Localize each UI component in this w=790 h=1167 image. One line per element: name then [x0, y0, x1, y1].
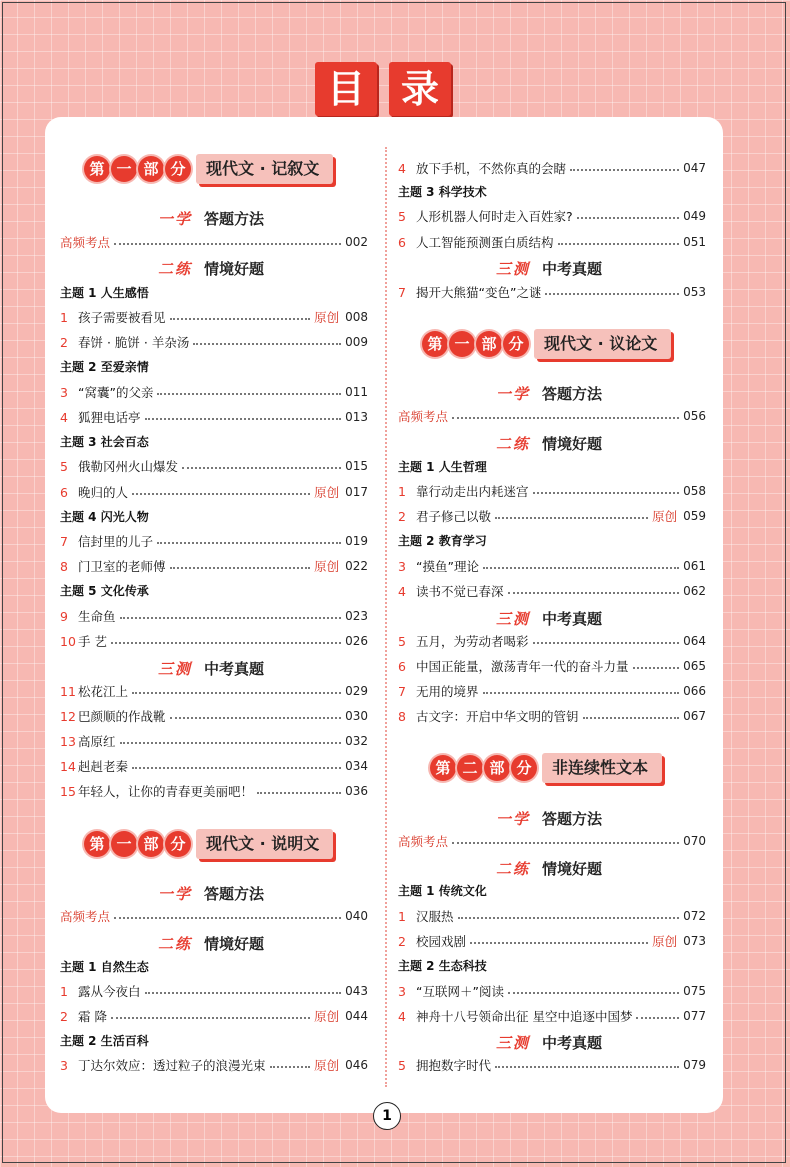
leader-dots: [145, 992, 342, 994]
entry-title: 揭开大熊猫“变色”之谜: [416, 285, 542, 300]
part-char: 一: [111, 156, 137, 182]
entry-title: 巴颜顺的作战靴: [78, 709, 166, 724]
entry-number: 1: [60, 983, 68, 999]
leader-dots: [508, 992, 679, 994]
entry-page: 022: [345, 559, 368, 573]
entry-title: 汉服热: [416, 909, 454, 924]
toc-entry[interactable]: [398, 931, 706, 951]
entry-number: 3: [60, 384, 68, 400]
section-title: 情境好题: [542, 860, 603, 878]
toc-entry[interactable]: [60, 456, 368, 476]
toc-entry[interactable]: [60, 706, 368, 726]
leader-dots: [533, 492, 680, 494]
entry-number: 8: [60, 558, 68, 574]
section-title: 答题方法: [204, 885, 265, 903]
part-char: 分: [165, 156, 191, 182]
section-title: 中考真题: [542, 1034, 603, 1052]
entry-number: 5: [398, 1057, 406, 1073]
section-marker: 三测: [496, 1034, 531, 1052]
leader-dots: [120, 742, 342, 744]
topic-heading: 主题 3 科学技术: [398, 185, 487, 199]
part-header: [422, 328, 671, 360]
column-divider: [385, 147, 387, 1087]
entry-number: 4: [398, 1008, 406, 1024]
entry-number: 5: [398, 633, 406, 649]
leader-dots: [636, 1017, 679, 1019]
entry-title: 年轻人，让你的青春更美丽吧！: [78, 784, 254, 799]
entry-title: 松花江上: [78, 684, 129, 699]
topic-heading: 主题 2 教育学习: [398, 534, 487, 548]
entry-page: 066: [683, 684, 706, 698]
entry-title: “窝囊”的父亲: [78, 385, 154, 400]
entry-number: 2: [398, 933, 406, 949]
toc-entry[interactable]: [398, 481, 706, 501]
entry-page: 046: [345, 1058, 368, 1072]
toc-entry[interactable]: [398, 1006, 706, 1026]
section-marker: 三测: [158, 660, 193, 678]
toc-entry[interactable]: [398, 656, 706, 676]
leader-dots: [558, 243, 680, 245]
entry-title: 拥抱数字时代: [416, 1058, 492, 1073]
leader-dots: [483, 567, 679, 569]
toc-entry[interactable]: [398, 1055, 706, 1075]
part-title: 现代文 · 议论文: [534, 329, 671, 359]
section-heading: [496, 1032, 602, 1054]
entry-title: 君子修己以敬: [416, 509, 492, 524]
topic-heading: 主题 2 生态科技: [398, 959, 487, 973]
entry-number: 3: [398, 983, 406, 999]
part-char: 第: [430, 755, 456, 781]
part-char: 一: [449, 331, 475, 357]
original-tag: 原创: [314, 1058, 340, 1073]
entry-number: 7: [398, 683, 406, 699]
section-marker: 二练: [496, 435, 531, 453]
entry-title: 狐狸电话亭: [78, 410, 141, 425]
section-marker: 一学: [496, 385, 531, 403]
title-char: 目: [315, 62, 377, 116]
entry-number: 4: [398, 160, 406, 176]
section-marker: 二练: [158, 260, 193, 278]
part-char: 第: [84, 831, 110, 857]
leader-dots: [120, 617, 342, 619]
entry-page: 077: [683, 1009, 706, 1023]
entry-title: 晚归的人: [78, 485, 129, 500]
entry-title: 露从今夜白: [78, 984, 141, 999]
toc-entry[interactable]: [60, 332, 368, 352]
entry-page: 059: [683, 509, 706, 523]
entry-page: 013: [345, 410, 368, 424]
entry-title: 霜 降: [78, 1009, 107, 1024]
entry-page: 065: [683, 659, 706, 673]
entry-page: 072: [683, 909, 706, 923]
entry-page: 067: [683, 709, 706, 723]
toc-entry[interactable]: [398, 706, 706, 726]
entry-title: 信封里的儿子: [78, 534, 154, 549]
entry-title: 读书不觉已春深: [416, 584, 504, 599]
leader-dots: [633, 667, 680, 669]
toc-entry[interactable]: [60, 631, 368, 651]
toc-entry[interactable]: [60, 781, 368, 801]
leader-dots: [193, 343, 341, 345]
toc-entry[interactable]: [60, 307, 368, 327]
section-heading: [496, 808, 602, 830]
entry-page: 061: [683, 559, 706, 573]
original-tag: 原创: [314, 1009, 340, 1024]
section-heading: [496, 608, 602, 630]
toc-entry[interactable]: [60, 731, 368, 751]
entry-title: 手 艺: [78, 634, 107, 649]
section-marker: 三测: [496, 610, 531, 628]
leader-dots: [157, 393, 341, 395]
entry-number: 14: [60, 758, 76, 774]
entry-page: 056: [683, 409, 706, 423]
toc-entry[interactable]: [60, 981, 368, 1001]
part-title: 现代文 · 说明文: [196, 829, 333, 859]
entry-page: 017: [345, 485, 368, 499]
entry-page: 023: [345, 609, 368, 623]
leader-dots: [508, 592, 680, 594]
entry-title: 赳赳老秦: [78, 759, 129, 774]
entry-page: 034: [345, 759, 368, 773]
entry-number: 5: [60, 458, 68, 474]
toc-entry[interactable]: [398, 631, 706, 651]
section-heading: [158, 933, 264, 955]
leader-dots: [570, 169, 679, 171]
entry-title: “摸鱼”理论: [416, 559, 479, 574]
section-heading: [496, 383, 602, 405]
entry-page: 019: [345, 534, 368, 548]
leader-dots: [182, 467, 341, 469]
toc-entry[interactable]: [398, 282, 706, 302]
toc-entry[interactable]: [60, 232, 368, 252]
section-title: 答题方法: [542, 810, 603, 828]
part-char: 部: [476, 331, 502, 357]
entry-title: 高原红: [78, 734, 116, 749]
topic-heading: 主题 1 自然生态: [60, 960, 149, 974]
original-tag: 原创: [314, 559, 340, 574]
entry-page: 064: [683, 634, 706, 648]
leader-dots: [583, 717, 680, 719]
section-title: 中考真题: [204, 660, 265, 678]
leader-dots: [170, 717, 342, 719]
entry-page: 053: [683, 285, 706, 299]
topic-heading: 主题 1 人生感悟: [60, 286, 149, 300]
toc-entry[interactable]: [60, 1055, 368, 1075]
leader-dots: [111, 642, 341, 644]
page-number: 1: [373, 1102, 401, 1130]
entry-page: 009: [345, 335, 368, 349]
section-title: 情境好题: [204, 260, 265, 278]
entry-title: 高频考点: [60, 909, 111, 924]
part-char: 第: [422, 331, 448, 357]
entry-page: 079: [683, 1058, 706, 1072]
entry-number: 8: [398, 708, 406, 724]
entry-page: 036: [345, 784, 368, 798]
part-header: [84, 153, 333, 185]
toc-entry[interactable]: [398, 406, 706, 426]
entry-title: 古文字：开启中华文明的管钥: [416, 709, 579, 724]
toc-entry[interactable]: [398, 831, 706, 851]
section-marker: 一学: [158, 885, 193, 903]
entry-title: 高频考点: [60, 235, 111, 250]
entry-page: 040: [345, 909, 368, 923]
entry-title: 无用的境界: [416, 684, 479, 699]
entry-number: 6: [60, 484, 68, 500]
toc-entry[interactable]: [398, 206, 706, 226]
leader-dots: [545, 293, 679, 295]
part-char: 二: [457, 755, 483, 781]
section-marker: 一学: [496, 810, 531, 828]
leader-dots: [257, 792, 341, 794]
toc-entry[interactable]: [398, 581, 706, 601]
original-tag: 原创: [314, 310, 340, 325]
part-char: 分: [511, 755, 537, 781]
topic-heading: 主题 1 传统文化: [398, 884, 487, 898]
entry-title: 中国正能量，激荡青年一代的奋斗力量: [416, 659, 629, 674]
leader-dots: [495, 1066, 679, 1068]
section-heading: [158, 258, 264, 280]
entry-number: 2: [60, 334, 68, 350]
topic-heading: 主题 2 生活百科: [60, 1034, 149, 1048]
section-heading: [158, 883, 264, 905]
part-char: 分: [503, 331, 529, 357]
entry-title: 春饼 · 脆饼 · 羊杂汤: [78, 335, 190, 350]
toc-entry[interactable]: [398, 906, 706, 926]
entry-number: 1: [60, 309, 68, 325]
toc-entry[interactable]: [398, 232, 706, 252]
leader-dots: [458, 917, 680, 919]
part-header: [84, 828, 333, 860]
leader-dots: [483, 692, 680, 694]
entry-number: 6: [398, 234, 406, 250]
original-tag: 原创: [652, 509, 678, 524]
leader-dots: [577, 217, 679, 219]
part-char: 部: [138, 831, 164, 857]
part-char: 部: [138, 156, 164, 182]
toc-entry[interactable]: [398, 556, 706, 576]
section-title: 情境好题: [204, 935, 265, 953]
entry-page: 044: [345, 1009, 368, 1023]
leader-dots: [452, 417, 679, 419]
entry-page: 047: [683, 161, 706, 175]
section-marker: 二练: [158, 935, 193, 953]
entry-page: 062: [683, 584, 706, 598]
entry-number: 4: [60, 409, 68, 425]
entry-number: 7: [398, 284, 406, 300]
leader-dots: [470, 942, 648, 944]
entry-title: 生命鱼: [78, 609, 116, 624]
entry-page: 015: [345, 459, 368, 473]
section-marker: 三测: [496, 260, 531, 278]
toc-entry[interactable]: [398, 981, 706, 1001]
entry-title: 丁达尔效应：透过粒子的浪漫光束: [78, 1058, 266, 1073]
topic-heading: 主题 1 人生哲理: [398, 460, 487, 474]
entry-title: 人形机器人何时走入百姓家?: [416, 209, 573, 224]
entry-number: 11: [60, 683, 76, 699]
entry-title: 校园戏剧: [416, 934, 467, 949]
section-title: 中考真题: [542, 610, 603, 628]
entry-page: 008: [345, 310, 368, 324]
section-heading: [158, 658, 264, 680]
toc-entry[interactable]: [60, 407, 368, 427]
entry-number: 1: [398, 483, 406, 499]
section-heading: [496, 258, 602, 280]
toc-entry[interactable]: [398, 681, 706, 701]
topic-heading: 主题 4 闪光人物: [60, 510, 149, 524]
part-char: 第: [84, 156, 110, 182]
toc-entry[interactable]: [60, 556, 368, 576]
entry-title: 神舟十八号领命出征 星空中追逐中国梦: [416, 1009, 633, 1024]
part-char: 分: [165, 831, 191, 857]
entry-page: 011: [345, 385, 368, 399]
leader-dots: [170, 318, 311, 320]
entry-page: 029: [345, 684, 368, 698]
entry-number: 9: [60, 608, 68, 624]
entry-title: 门卫室的老师傅: [78, 559, 166, 574]
leader-dots: [132, 767, 341, 769]
section-title: 中考真题: [542, 260, 603, 278]
page-title: [315, 62, 455, 116]
section-title: 情境好题: [542, 435, 603, 453]
entry-title: 五月，为劳动者喝彩: [416, 634, 529, 649]
toc-entry[interactable]: [60, 756, 368, 776]
section-marker: 一学: [158, 210, 193, 228]
part-title: 非连续性文本: [542, 753, 662, 783]
topic-heading: 主题 5 文化传承: [60, 584, 149, 598]
section-marker: 二练: [496, 860, 531, 878]
entry-number: 15: [60, 783, 76, 799]
entry-number: 2: [60, 1008, 68, 1024]
entry-number: 4: [398, 583, 406, 599]
entry-number: 6: [398, 658, 406, 674]
section-title: 答题方法: [542, 385, 603, 403]
leader-dots: [452, 842, 679, 844]
entry-page: 073: [683, 934, 706, 948]
leader-dots: [157, 542, 341, 544]
title-char: 录: [389, 62, 451, 116]
leader-dots: [495, 517, 648, 519]
entry-number: 10: [60, 633, 76, 649]
leader-dots: [111, 1017, 310, 1019]
toc-entry[interactable]: [60, 906, 368, 926]
entry-page: 002: [345, 235, 368, 249]
leader-dots: [533, 642, 680, 644]
toc-entry[interactable]: [60, 531, 368, 551]
entry-page: 026: [345, 634, 368, 648]
topic-heading: 主题 2 至爱亲情: [60, 360, 149, 374]
toc-entry[interactable]: [60, 382, 368, 402]
entry-title: 孩子需要被看见: [78, 310, 166, 325]
entry-page: 075: [683, 984, 706, 998]
toc-entry[interactable]: [398, 506, 706, 526]
entry-page: 043: [345, 984, 368, 998]
entry-title: 俄勒冈州火山爆发: [78, 459, 179, 474]
leader-dots: [114, 243, 341, 245]
section-heading: [496, 433, 602, 455]
entry-title: 人工智能预测蛋白质结构: [416, 235, 554, 250]
entry-number: 2: [398, 508, 406, 524]
entry-number: 13: [60, 733, 76, 749]
entry-page: 030: [345, 709, 368, 723]
entry-page: 070: [683, 834, 706, 848]
entry-number: 7: [60, 533, 68, 549]
entry-number: 1: [398, 908, 406, 924]
leader-dots: [132, 692, 341, 694]
topic-heading: 主题 3 社会百态: [60, 435, 149, 449]
entry-title: “互联网＋”阅读: [416, 984, 504, 999]
section-heading: [496, 858, 602, 880]
entry-number: 12: [60, 708, 76, 724]
entry-title: 高频考点: [398, 409, 449, 424]
toc-entry[interactable]: [60, 606, 368, 626]
toc-entry[interactable]: [60, 482, 368, 502]
leader-dots: [170, 567, 311, 569]
section-title: 答题方法: [204, 210, 265, 228]
part-header: [430, 752, 662, 784]
entry-page: 049: [683, 209, 706, 223]
entry-number: 5: [398, 208, 406, 224]
part-char: 部: [484, 755, 510, 781]
original-tag: 原创: [314, 485, 340, 500]
entry-title: 放下手机，不然你真的会瞎: [416, 161, 567, 176]
entry-title: 靠行动走出内耗迷宫: [416, 484, 529, 499]
leader-dots: [132, 493, 310, 495]
part-char: 一: [111, 831, 137, 857]
toc-entry[interactable]: [398, 158, 706, 178]
original-tag: 原创: [652, 934, 678, 949]
entry-number: 3: [60, 1057, 68, 1073]
leader-dots: [114, 917, 341, 919]
entry-page: 032: [345, 734, 368, 748]
entry-title: 高频考点: [398, 834, 449, 849]
entry-page: 051: [683, 235, 706, 249]
part-title: 现代文 · 记叙文: [196, 154, 333, 184]
entry-number: 3: [398, 558, 406, 574]
toc-entry[interactable]: [60, 1006, 368, 1026]
toc-entry[interactable]: [60, 681, 368, 701]
leader-dots: [145, 418, 342, 420]
entry-page: 058: [683, 484, 706, 498]
leader-dots: [270, 1066, 311, 1068]
section-heading: [158, 208, 264, 230]
